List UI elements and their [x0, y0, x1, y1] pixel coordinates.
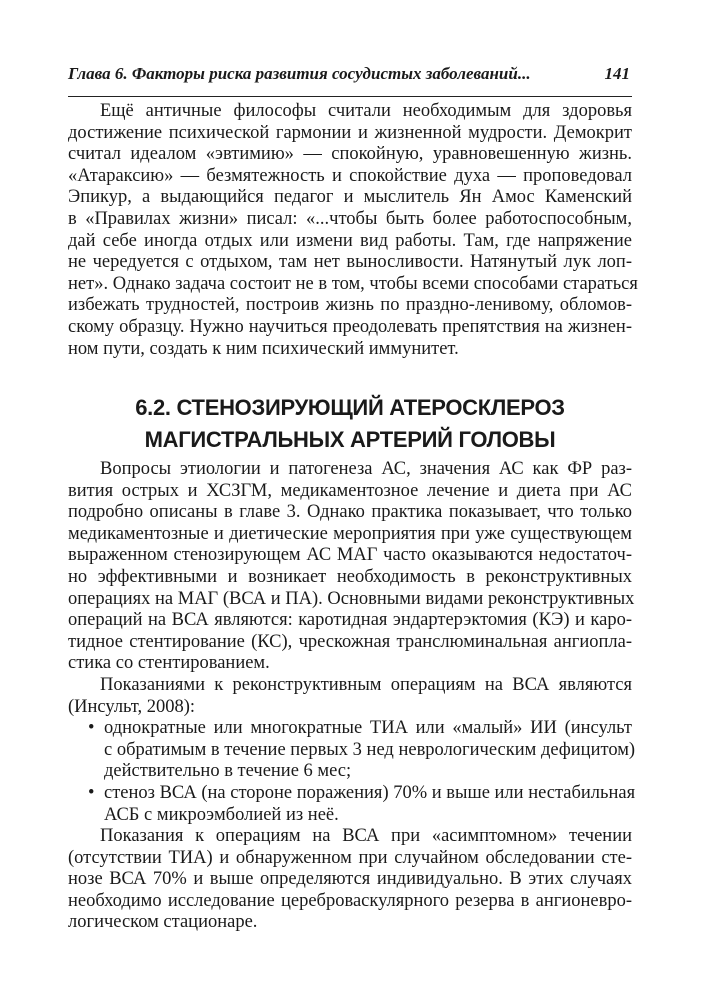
paragraph-philosophy: [68, 101, 638, 360]
bullet-text: действительно в течение 6 мес;: [104, 761, 352, 782]
text-line: дай себе иногда отдых или измени вид работы. Там, где напряжение: [68, 230, 632, 251]
text-line: ном пути, создать к ним психический иммунитет.: [68, 338, 459, 359]
text-line: операциях на МАГ (ВСА и ПА). Основными видами реконструктивных: [68, 588, 635, 609]
bullet-marker: •: [88, 718, 95, 739]
chapter-title: Глава 6. Факторы риска развития сосудистых заболеваний...: [68, 64, 531, 83]
bullet-item-line: [68, 782, 636, 805]
text-line: не чередуется с отдыхом, там нет выносливости. Натянутый лук лоп-: [68, 252, 632, 273]
text-line: операций на ВСА являются: каротидная эндартерэктомия (КЭ) и каро-: [68, 610, 632, 631]
text-line: выраженном стенозирующем АС МАГ часто оказываются недостаточ-: [68, 545, 632, 566]
body-section: [68, 459, 636, 934]
text-line: (Инсульт, 2008):: [68, 696, 196, 717]
header-rule: [68, 96, 632, 97]
text-line: «Атараксию» — безмятежность и спокойствие духа — проповедовал: [68, 165, 632, 186]
text-line: медикаментозные и диетические мероприятия при уже существующем: [68, 523, 632, 544]
bullet-text: АСБ с микроэмболией из неё.: [104, 804, 339, 825]
text-line: стика со стентированием.: [68, 653, 270, 674]
text-line: Ещё античные философы считали необходимым для здоровья: [100, 101, 632, 121]
text-line: Показания к операциям на ВСА при «асимптомном» течении: [100, 826, 632, 847]
bullet-item-line: [68, 761, 632, 783]
text-line: нет». Однако задача состоит не в том, чтобы всеми способами стараться: [68, 273, 638, 294]
text-line: в «Правилах жизни» писал: «...чтобы быть более работоспособным,: [68, 208, 632, 229]
running-header: [68, 64, 632, 88]
text-line: (отсутствии ТИА) и обнаруженном при случайном обследовании сте-: [68, 847, 632, 868]
bullet-item-line: [68, 718, 632, 740]
text-line: логическом стационаре.: [68, 912, 258, 933]
section-heading-line: 6.2. СТЕНОЗИРУЮЩИЙ АТЕРОСКЛЕРОЗ: [135, 395, 565, 420]
text-line: Вопросы этиологии и патогенеза АС, значения АС как ФР раз-: [100, 459, 632, 479]
bullet-marker: •: [88, 782, 95, 803]
text-line: необходимо исследование цереброваскулярного резерва в ангионевро-: [68, 890, 632, 911]
text-line: Эпикур, а выдающийся педагог и мыслитель Ян Амос Каменский: [68, 187, 632, 208]
text-line: вития острых и ХСЗГМ, медикаментозное лечение и диета при АС: [68, 480, 632, 501]
text-line: избежать трудностей, построив жизнь по праздно-ленивому, обломов-: [68, 295, 632, 316]
text-line: но эффективными и возникает необходимость в реконструктивных: [68, 566, 632, 587]
bullet-text: однократные или многократные ТИА или «малый» ИИ (инсульт: [104, 718, 632, 739]
text-line: скому образцу. Нужно научиться преодолевать препятствия на жизнен-: [68, 316, 632, 337]
bullet-text: с обратимым в течение первых 3 нед неврологическим дефицитом): [104, 739, 636, 760]
section-heading-line: МАГИСТРАЛЬНЫХ АРТЕРИЙ ГОЛОВЫ: [144, 427, 556, 452]
text-line: считал идеалом «эвтимию» — спокойную, уравновешенную жизнь.: [68, 144, 632, 165]
text-line: тидное стентирование (КС), чрескожная транслюминальная ангиопла-: [68, 631, 632, 652]
text-line: нозе ВСА 70% и выше определяются индивидуально. В этих случаях: [68, 869, 632, 890]
text-line: подробно описаны в главе 3. Однако практика показывает, что только: [68, 502, 632, 523]
bullet-text: стеноз ВСА (на стороне поражения) 70% и выше или нестабильная: [104, 782, 636, 803]
text-line: Показаниями к реконструктивным операциям на ВСА являются: [100, 674, 632, 695]
section-heading: [68, 392, 632, 456]
bullet-item-line: [68, 805, 632, 827]
bullet-item-line: [68, 739, 636, 762]
page-number: 141: [604, 64, 630, 83]
text-line: достижение психической гармонии и жизненной мудрости. Демокрит: [68, 122, 632, 143]
